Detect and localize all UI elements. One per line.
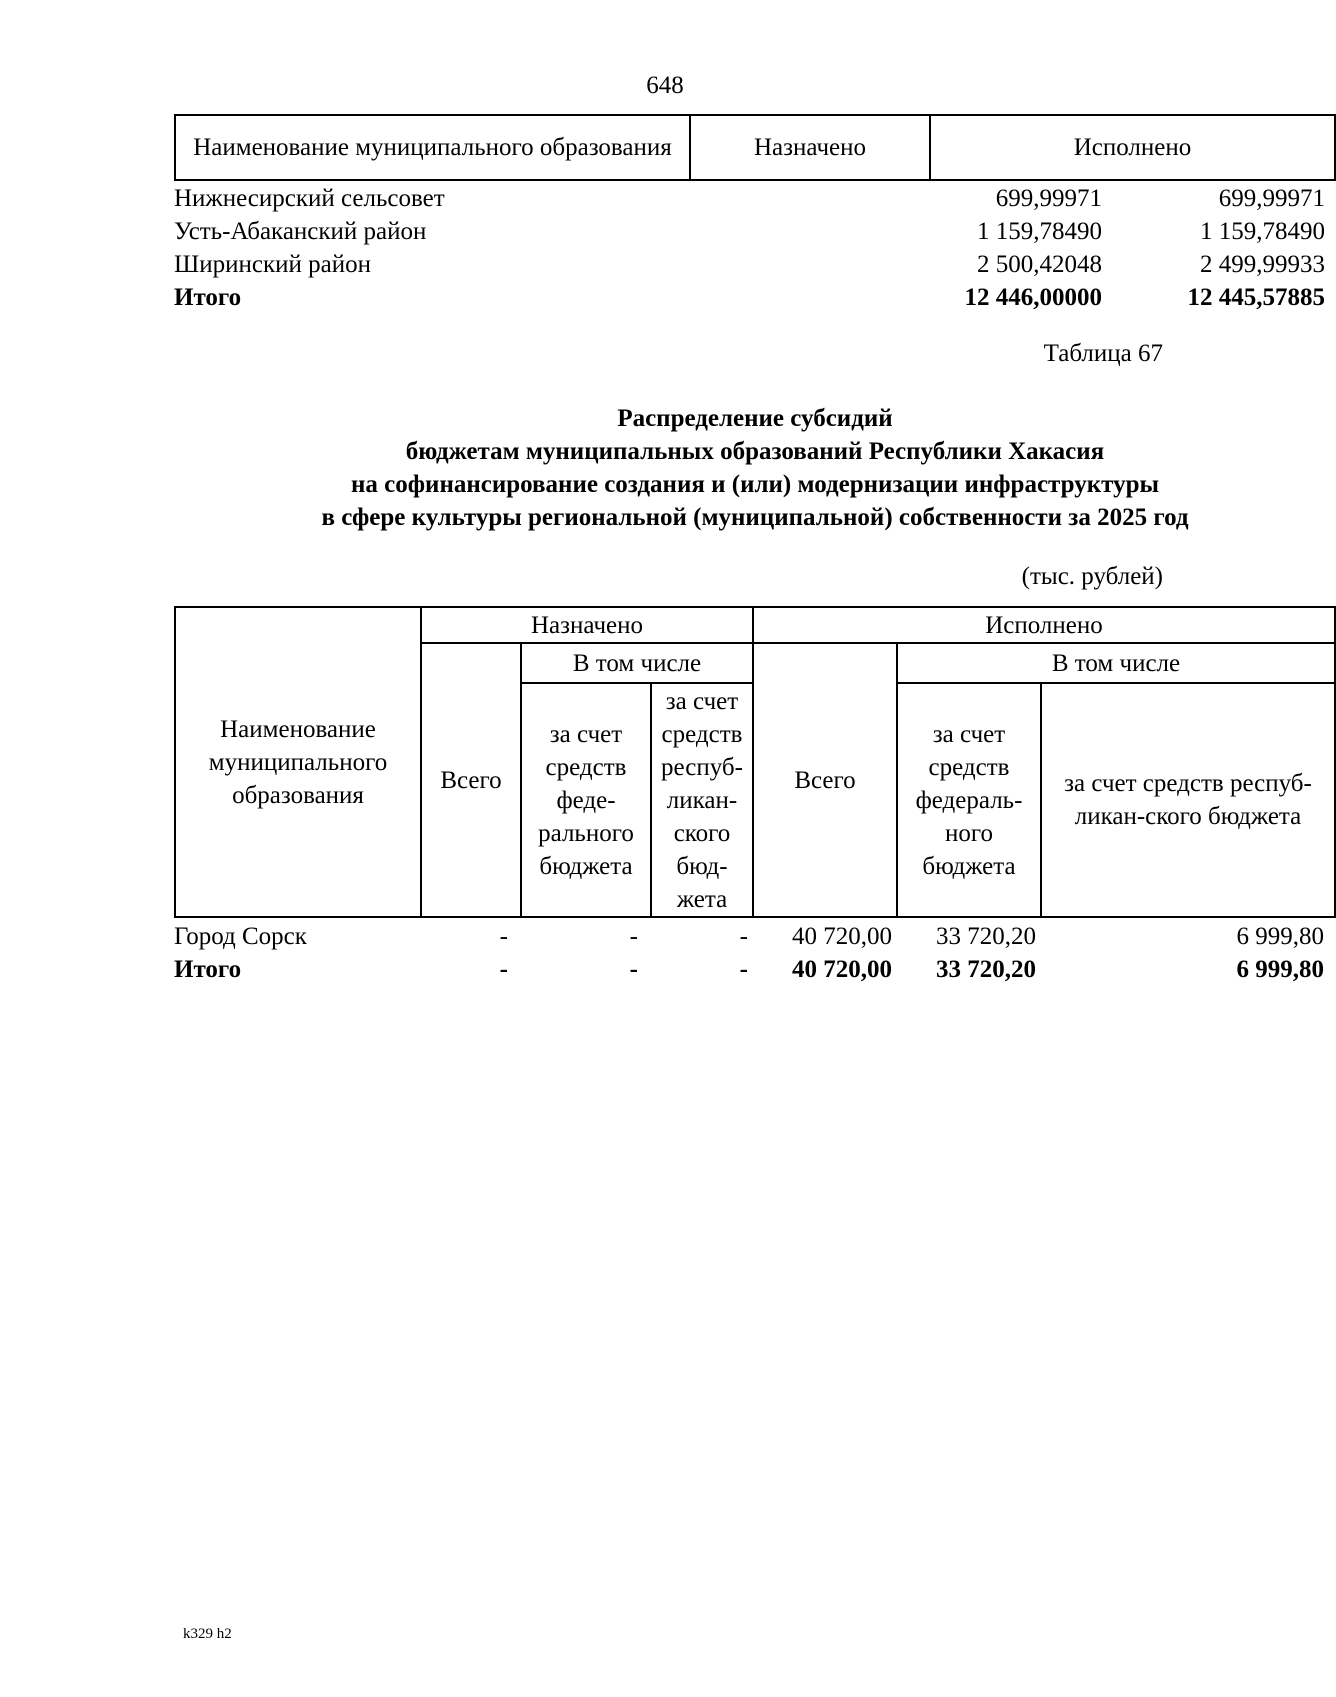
table1-row	[174, 249, 1334, 281]
table2-header-federal-executed: за счет средств федераль-ного бюджета	[915, 720, 1023, 880]
table1-total-row	[174, 282, 1334, 314]
table2-total-c5: 33 720,20	[936, 956, 1036, 983]
table2-header-republic-executed: за счет средств респуб-ликан-ского бюджета	[1064, 770, 1312, 830]
table1-row-name: Нижнесирский сельсовет	[174, 185, 445, 212]
units-label: (тыс. рублей)	[1021, 563, 1163, 590]
table2-header	[174, 606, 1336, 918]
table2-header-including-executed: В том числе	[1051, 649, 1181, 677]
title-line: бюджетам муниципальных образований Республики Хакасия	[405, 438, 1105, 465]
table2-header-executed: Исполнено	[985, 611, 1103, 639]
table2-row-c1: -	[499, 923, 508, 950]
title-line: на софинансирование создания и (или) модернизации инфраструктуры	[351, 471, 1159, 498]
table-label: Таблица 67	[1043, 340, 1163, 367]
table1-header-name: Наименование муниципального образования	[176, 116, 691, 179]
footer-code: k329 h2	[183, 1626, 232, 1642]
table1-total-executed: 12 445,57885	[1187, 284, 1325, 311]
table2-total-row	[174, 954, 1336, 986]
table2-header-total-assigned: Всего	[440, 766, 502, 794]
table-title	[174, 402, 1336, 534]
table2-total-c3: -	[739, 956, 748, 983]
table1-row-executed: 2 499,99933	[1200, 251, 1325, 278]
table2-header-republic-assigned: за счет средств респуб-ликан-ского бюд-жета	[661, 687, 743, 913]
table2-header-total-executed: Всего	[794, 766, 856, 794]
table1-row-assigned: 1 159,78490	[977, 218, 1102, 245]
table2-header-federal-assigned: за счет средств феде-рального бюджета	[538, 720, 634, 880]
title-line: Распределение субсидий	[617, 405, 893, 432]
table2-total-label: Итого	[174, 956, 242, 983]
table1-row	[174, 216, 1334, 248]
table2-header-assigned: Назначено	[530, 611, 644, 639]
table2-row-c4: 40 720,00	[792, 923, 892, 950]
table1-row-name: Ширинский район	[174, 251, 371, 278]
table1-row	[174, 183, 1334, 215]
table1-row-executed: 699,99971	[1218, 185, 1325, 212]
table2-row-c2: -	[629, 923, 638, 950]
title-line: в сфере культуры региональной (муниципальной) собственности за 2025 год	[321, 504, 1189, 531]
table2-header-name: Наименование муниципального образования	[208, 715, 388, 809]
table1-row-executed: 1 159,78490	[1200, 218, 1325, 245]
table2-total-c6: 6 999,80	[1236, 956, 1324, 983]
table1-header-executed: Исполнено	[1073, 134, 1192, 161]
table2-row-c3: -	[739, 923, 748, 950]
table2-row-c5: 33 720,20	[936, 923, 1036, 950]
table2-row-c6: 6 999,80	[1236, 923, 1324, 950]
table2-header-including-assigned: В том числе	[572, 649, 702, 677]
table2-total-c2: -	[629, 956, 638, 983]
table1-header	[174, 114, 1336, 181]
page-number: 648	[646, 72, 684, 99]
table1-total-assigned: 12 446,00000	[964, 284, 1102, 311]
table1-row-assigned: 2 500,42048	[977, 251, 1102, 278]
table2-total-c1: -	[499, 956, 508, 983]
table2-total-c4: 40 720,00	[792, 956, 892, 983]
table1-row-assigned: 699,99971	[995, 185, 1102, 212]
table2-row	[174, 921, 1336, 953]
table2-row-name: Город Сорск	[174, 923, 307, 950]
table1-total-label: Итого	[174, 284, 242, 311]
table1-header-assigned: Назначено	[691, 116, 931, 179]
table1-row-name: Усть-Абаканский район	[174, 218, 427, 245]
